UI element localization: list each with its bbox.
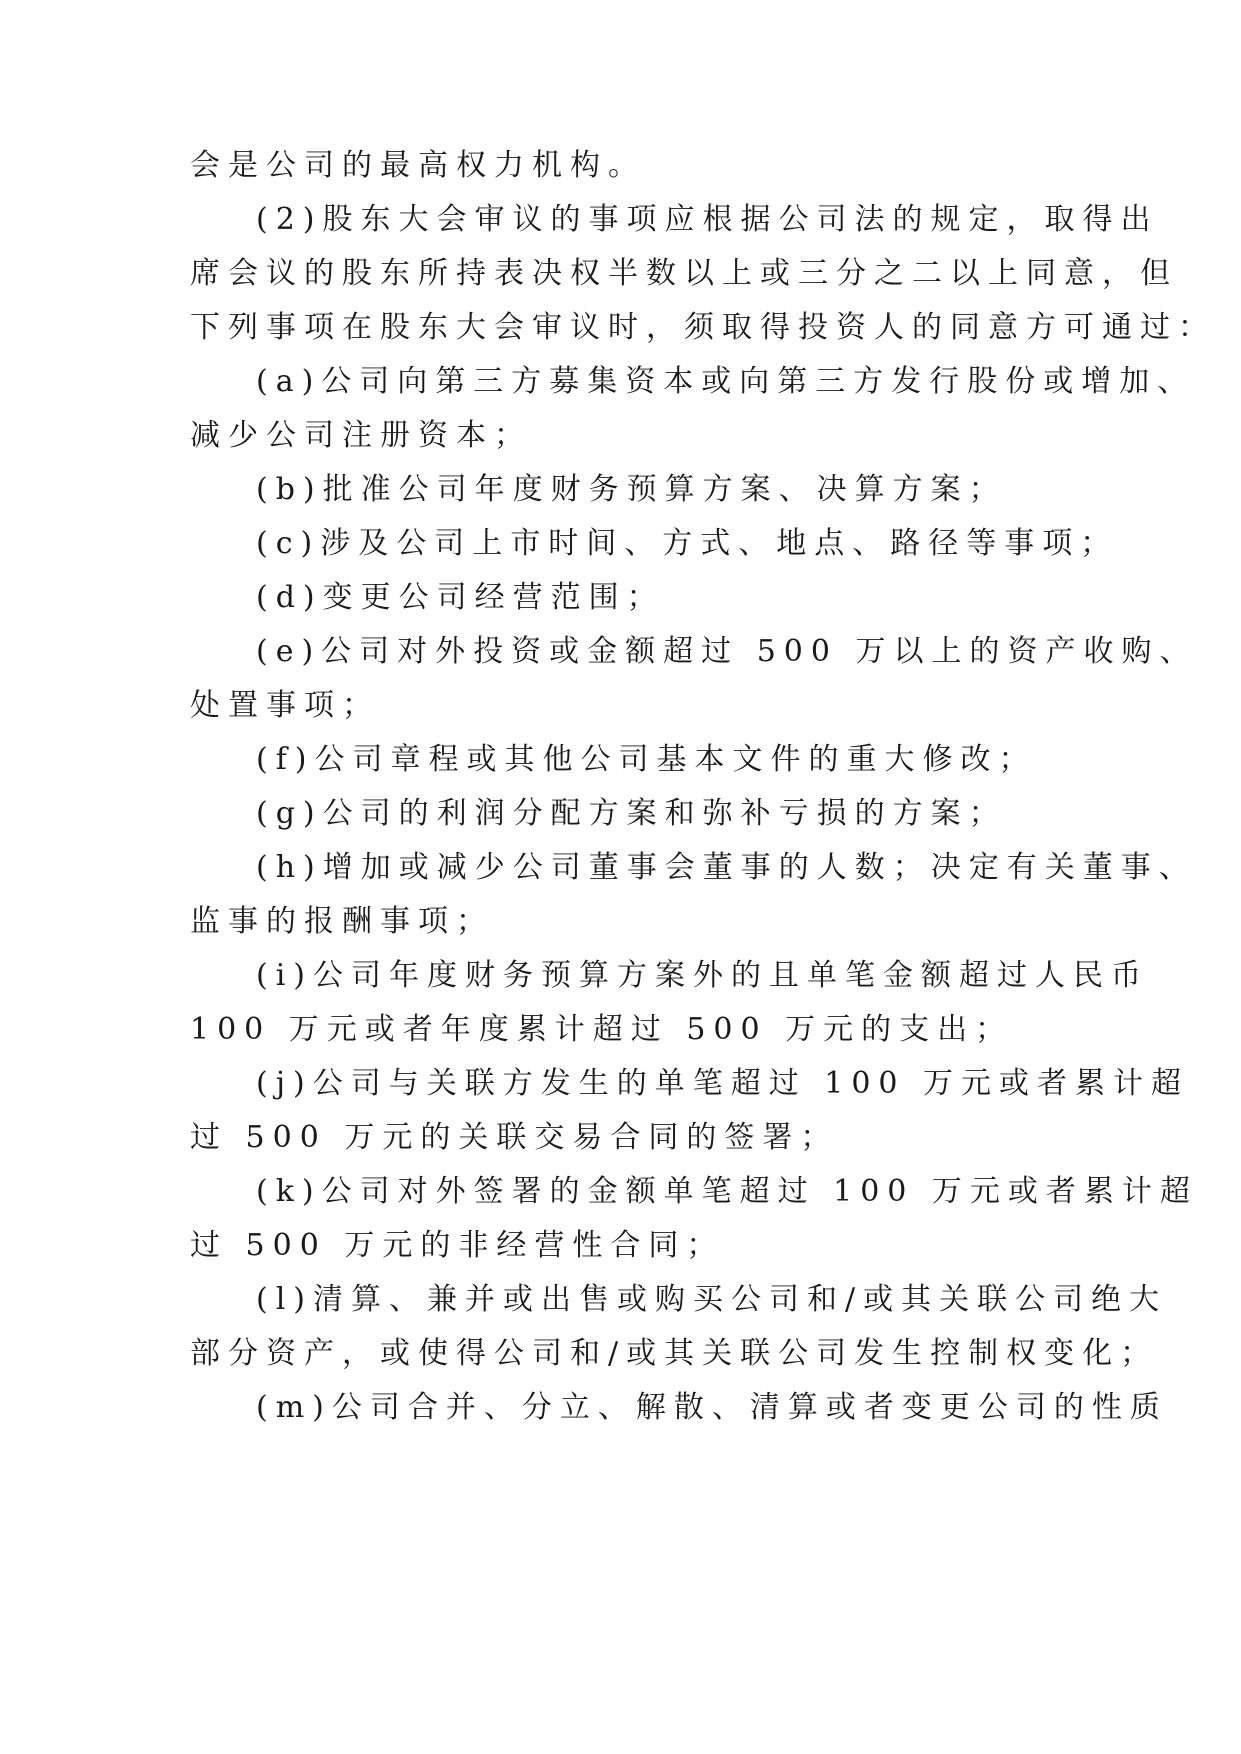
- text-line: 席会议的股东所持表决权半数以上或三分之二以上同意，但: [190, 256, 1178, 291]
- item-g-line: (g)公司的利润分配方案和弥补亏损的方案；: [256, 796, 1007, 831]
- text-line: 下列事项在股东大会审议时，须取得投资人的同意方可通过：: [190, 310, 1216, 345]
- item-f-line: (f)公司章程或其他公司基本文件的重大修改；: [256, 742, 1037, 777]
- item-j-line: (j)公司与关联方发生的单笔超过 100 万元或者累计超: [256, 1066, 1190, 1101]
- item-c-line: (c)涉及公司上市时间、方式、地点、路径等事项；: [256, 526, 1119, 561]
- item-b-line: (b)批准公司年度财务预算方案、决算方案；: [256, 472, 1007, 507]
- item-d-line: (d)变更公司经营范围；: [256, 580, 665, 615]
- item-m-line: (m)公司合并、分立、解散、清算或者变更公司的性质: [256, 1390, 1168, 1425]
- text-line: 过 500 万元的关联交易合同的签署；: [190, 1120, 839, 1155]
- text-line: 监事的报酬事项；: [190, 904, 494, 939]
- clause-2-line: (2)股东大会审议的事项应根据公司法的规定，取得出: [256, 202, 1159, 237]
- text-line: 部分资产，或使得公司和/或其关联公司发生控制权变化；: [190, 1336, 1159, 1371]
- item-i-line: (i)公司年度财务预算方案外的且单笔金额超过人民币: [256, 958, 1150, 993]
- text-line: 过 500 万元的非经营性合同；: [190, 1228, 725, 1263]
- text-line: 处置事项；: [190, 688, 380, 723]
- item-l-line: (l)清算、兼并或出售或购买公司和/或其关联公司绝大: [256, 1282, 1168, 1317]
- text-line: 会是公司的最高权力机构。: [190, 148, 646, 183]
- item-a-line: (a)公司向第三方募集资本或向第三方发行股份或增加、: [256, 364, 1196, 399]
- item-h-line: (h)增加或减少公司董事会董事的人数；决定有关董事、: [256, 850, 1197, 885]
- text-line: 减少公司注册资本；: [190, 418, 532, 453]
- item-k-line: (k)公司对外签署的金额单笔超过 100 万元或者累计超: [256, 1174, 1198, 1209]
- item-e-line: (e)公司对外投资或金额超过 500 万以上的资产收购、: [256, 634, 1198, 669]
- text-line: 100 万元或者年度累计超过 500 万元的支出；: [190, 1012, 1014, 1047]
